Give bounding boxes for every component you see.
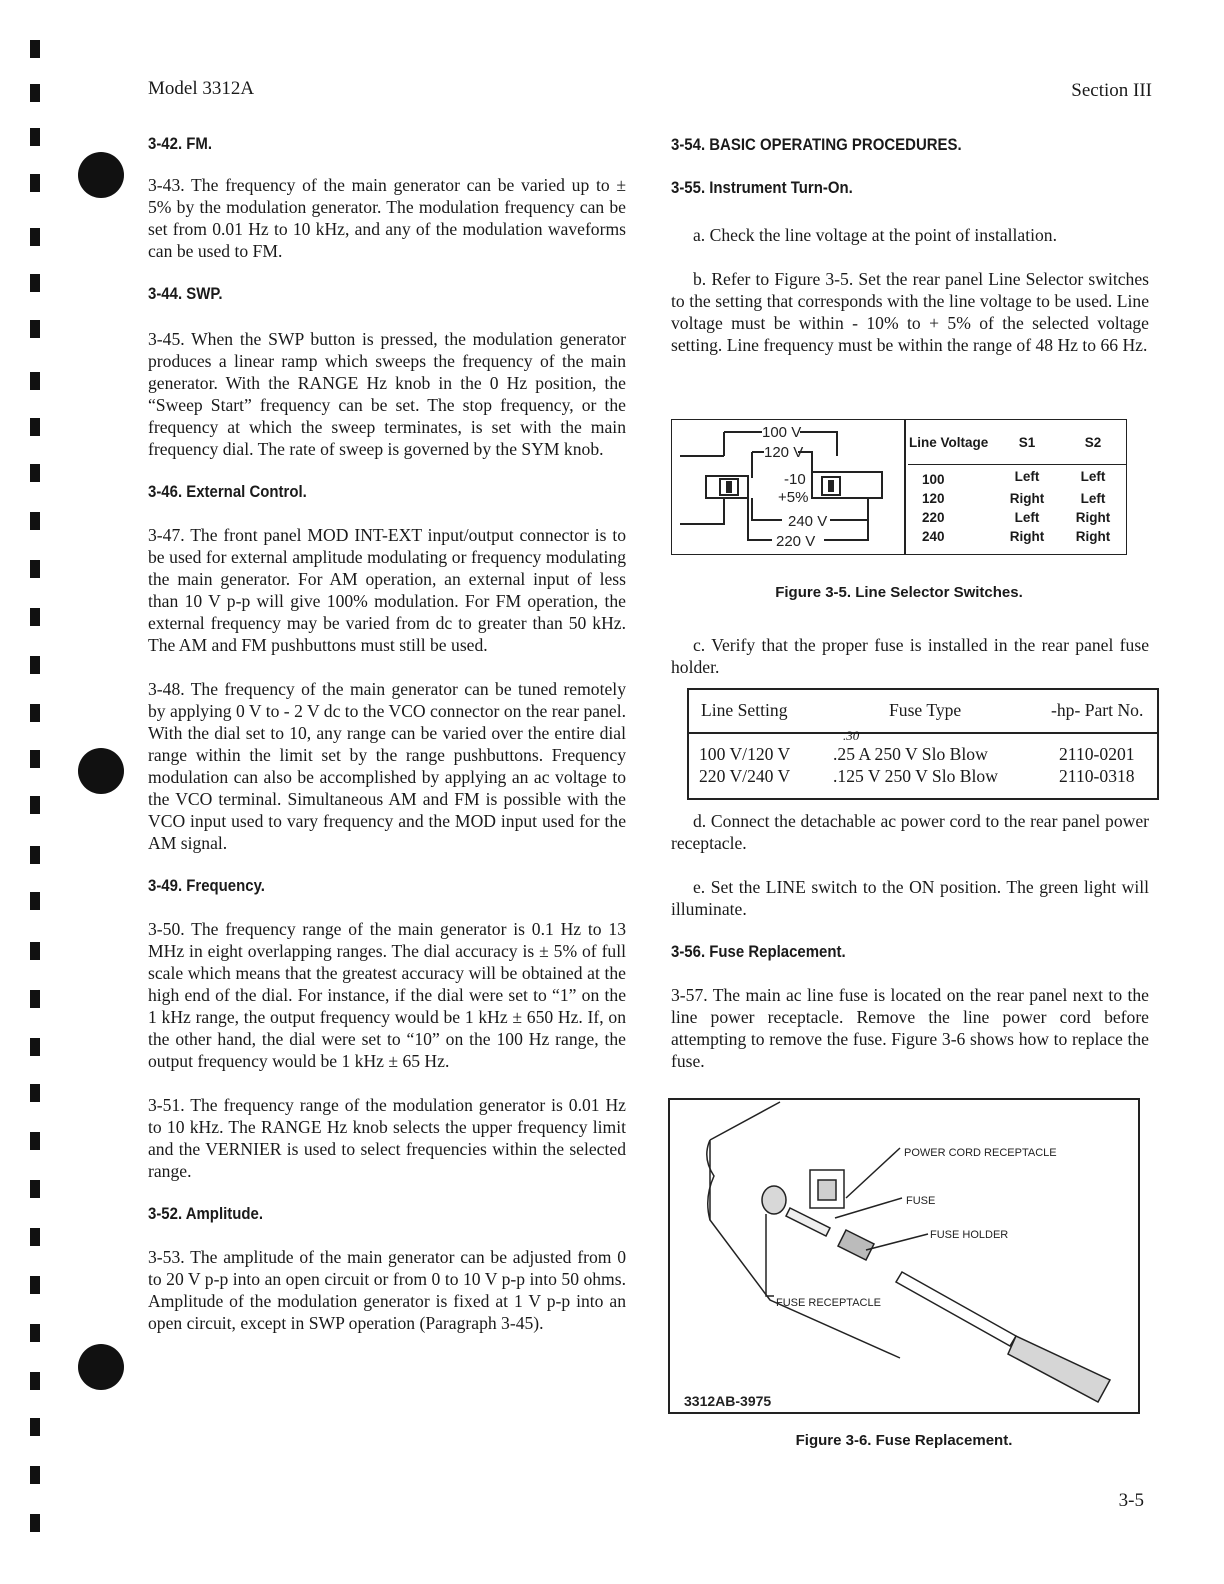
step-a: a. Check the line voltage at the point of installation. <box>693 225 1057 245</box>
heading-3-44: 3-44. SWP. <box>148 284 223 303</box>
drawing-number: 3312AB-3975 <box>684 1393 772 1409</box>
header-s1: S1 <box>1018 435 1036 451</box>
para-3-47: 3-47. The front panel MOD INT-EXT input/output connector is to be used for external amplitude modulating or frequency modulating the main generator. For AM operation, an external input of less than 10 V p-p will give 100% modulation. For FM operation, the external frequency may be varied from dc to greater than 50 kHz. The AM and FM pushbuttons must still be used. <box>148 525 626 655</box>
label-220v: 220 V <box>776 533 816 550</box>
table-row: 220 Left Right <box>922 509 1111 525</box>
step-c: c. Verify that the proper fuse is installed in the rear panel fuse holder. <box>671 635 1149 677</box>
heading-3-54: 3-54. BASIC OPERATING PROCEDURES. <box>671 135 962 154</box>
header-section: Section III <box>1071 80 1152 101</box>
label-power-cord-receptacle: POWER CORD RECEPTACLE <box>904 1147 1057 1159</box>
table-row: 100 Left Left <box>922 469 1106 487</box>
label-100v: 100 V <box>762 424 802 441</box>
table-row: 120 Right Left <box>922 490 1106 506</box>
heading-3-49: 3-49. Frequency. <box>148 876 265 895</box>
para-3-45: 3-45. When the SWP button is pressed, the modulation generator produces a linear ramp which sweeps the frequency of the main generator. With the RANGE Hz knob in the 0 Hz position, the “Sweep Start” frequency can be set. The stop frequency, or the frequency at which the sweep terminates, is set with the main frequency dial. The rate of sweep is governed by the SYM knob. <box>148 329 626 459</box>
label-plus5: +5% <box>778 489 809 506</box>
header-model: Model 3312A <box>148 78 255 99</box>
fuse-replacement-drawing <box>670 1100 1138 1412</box>
para-3-57: 3-57. The main ac line fuse is located on the rear panel next to the line power receptacle. Remove the line power cord before attempting to remove the fuse. Figure 3-6 shows how to replace the fuse. <box>671 985 1149 1071</box>
line-selector-diagram <box>672 420 904 554</box>
para-3-51: 3-51. The frequency range of the modulation generator is 0.01 Hz to 10 kHz. The RANGE Hz knob selects the upper frequency limit and the VERNIER is used to select frequencies within the selected range. <box>148 1095 626 1181</box>
label-fuse-holder: FUSE HOLDER <box>930 1229 1009 1241</box>
header-line-voltage: Line Voltage <box>909 434 989 450</box>
para-3-43: 3-43. The frequency of the main generator can be varied up to ± 5% by the modulation generator. The modulation frequency can be set from 0.01 Hz to 10 kHz, and any of the modulation waveforms can be used to FM. <box>148 175 626 261</box>
table-row: 240 Right Right <box>922 528 1111 544</box>
left-column <box>148 134 626 1334</box>
label-120v: 120 V <box>764 444 804 461</box>
fuse-header-fuse-type: Fuse Type <box>889 700 962 720</box>
heading-3-42: 3-42. FM. <box>148 134 213 153</box>
figure-3-5-caption: Figure 3-5. Line Selector Switches. <box>775 584 1023 601</box>
fuse-header-line-setting: Line Setting <box>701 700 788 720</box>
label-240v: 240 V <box>788 513 828 530</box>
heading-3-46: 3-46. External Control. <box>148 482 307 501</box>
heading-3-56: 3-56. Fuse Replacement. <box>671 942 846 961</box>
label-fuse: FUSE <box>906 1195 936 1207</box>
para-3-50: 3-50. The frequency range of the main generator is 0.1 Hz to 13 MHz in eight overlapping ranges. The dial accuracy is ± 5% of full scale which means that the greatest accuracy will be obtained at the high end of the dial. For instance, if the dial were set to “1” on the 1 kHz range, the output frequency would be 1 kHz ± 650 Hz. If, on the other hand, the dial were set to “10” on the 100 Hz range, the output frequency would be 1 kHz ± 65 Hz. <box>148 919 626 1071</box>
figure-3-6-caption: Figure 3-6. Fuse Replacement. <box>795 1432 1013 1449</box>
heading-3-55: 3-55. Instrument Turn-On. <box>671 178 853 197</box>
fuse-header-part-no: -hp- Part No. <box>1051 700 1144 720</box>
header-s2: S2 <box>1084 435 1102 451</box>
page-number: 3-5 <box>1118 1490 1144 1511</box>
figure-3-5 <box>671 419 1127 555</box>
label-minus10: -10 <box>784 471 806 488</box>
para-3-53: 3-53. The amplitude of the main generator can be adjusted from 0 to 20 V p-p into an open circuit or from 0 to 10 V p-p into 50 ohms. Amplitude of the modulation generator is fixed at 1 V p-p into an open circuit, except in SWP operation (Paragraph 3-45). <box>148 1247 626 1333</box>
line-selector-table <box>908 422 1126 546</box>
label-fuse-receptacle: FUSE RECEPTACLE <box>776 1297 881 1309</box>
figure-3-6 <box>668 1098 1140 1414</box>
handwritten-note: .30 <box>843 728 860 743</box>
para-3-48: 3-48. The frequency of the main generator can be tuned remotely by applying 0 V to - 2 V dc to the VCO connector on the rear panel. With the dial set to 10, any range can be varied over the entire dial range within the limit set by the range pushbuttons. Frequency modulation can also be accomplished by applying an ac voltage to the VCO terminal. Simultaneous AM and FM is possible with the VCO input used to vary frequency and the MOD input used for the AM signal. <box>148 679 626 853</box>
step-e: e. Set the LINE switch to the ON position. The green light will illuminate. <box>671 877 1149 919</box>
heading-3-52: 3-52. Amplitude. <box>148 1204 263 1223</box>
fuse-table-box: Line Setting Fuse Type -hp- Part No. .30 100 V/120 V .25 A 250 V Slo Blow 2110-0201 220 V/240 V .125 V 250 V Slo Blow 2110-0318 <box>687 688 1159 800</box>
step-b: b. Refer to Figure 3-5. Set the rear panel Line Selector switches to the setting that corresponds with the line voltage to be used. Line voltage must be within - 10% to + 5% of the selected voltage setting. Line frequency must be within the range of 48 Hz to 66 Hz. <box>671 269 1149 355</box>
step-d: d. Connect the detachable ac power cord to the rear panel power receptacle. <box>671 811 1149 853</box>
